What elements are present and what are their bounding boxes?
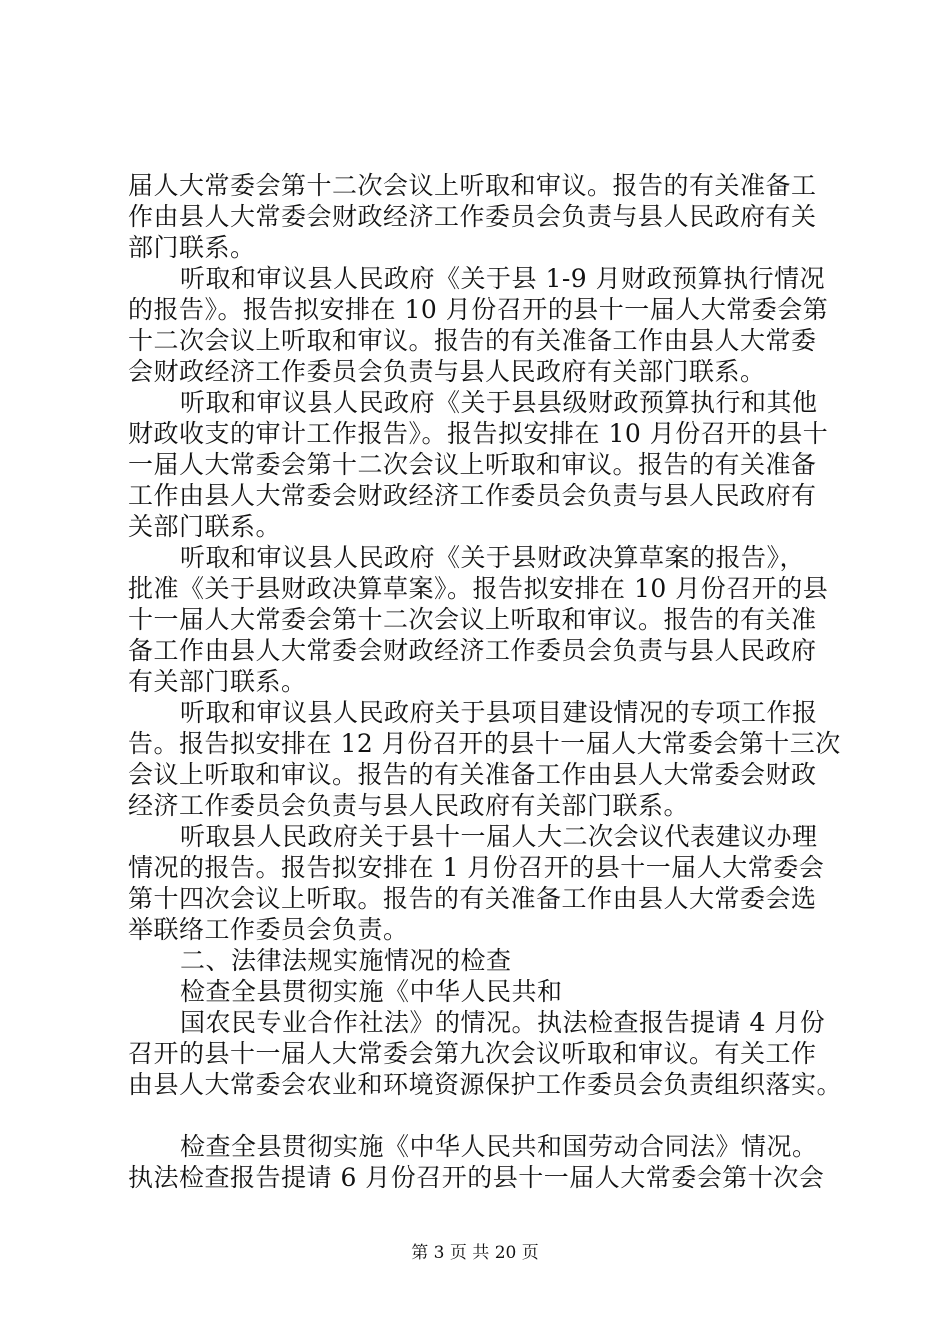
paragraph	[128, 697, 841, 821]
text-line: 二、法律法规实施情况的检查	[180, 946, 512, 975]
text-line: 听取和审议县人民政府《关于县县级财政预算执行和其他	[180, 388, 818, 417]
text-line: 的报告》。报告拟安排在 10 月份召开的县十一届人大常委会第	[128, 295, 829, 324]
text-line: 会议上听取和审议。报告的有关准备工作由县人大常委会财政	[128, 760, 817, 789]
text-line: 有关部门联系。	[128, 667, 307, 696]
text-line: 部门联系。	[128, 233, 256, 262]
paragraph	[128, 170, 830, 263]
paragraph	[128, 821, 830, 945]
section-heading	[128, 945, 830, 976]
page-number-footer: 第 3 页 共 20 页	[411, 1243, 539, 1263]
paragraph	[128, 976, 830, 1007]
paragraph	[128, 1007, 843, 1100]
text-line: 举联络工作委员会负责。	[128, 915, 409, 944]
paragraph	[128, 387, 830, 542]
document-body	[128, 170, 843, 1193]
text-line: 十二次会议上听取和审议。报告的有关准备工作由县人大常委	[128, 326, 817, 355]
text-line: 情况的报告。报告拟安排在 1 月份召开的县十一届人大常委会	[128, 853, 825, 882]
text-line: 听取和审议县人民政府《关于县财政决算草案的报告》，	[180, 543, 806, 572]
text-line: 听取和审议县人民政府关于县项目建设情况的专项工作报	[180, 698, 818, 727]
text-line: 关部门联系。	[128, 512, 282, 541]
text-line: 国农民专业合作社法》的情况。执法检查报告提请 4 月份	[180, 1008, 826, 1037]
text-line: 听取和审议县人民政府《关于县 1-9 月财政预算执行情况	[180, 264, 826, 293]
text-line: 一届人大常委会第十二次会议上听取和审议。报告的有关准备	[128, 450, 817, 479]
text-line: 经济工作委员会负责与县人民政府有关部门联系。	[128, 791, 690, 820]
text-line: 听取县人民政府关于县十一届人大二次会议代表建议办理	[180, 822, 818, 851]
paragraph	[128, 542, 830, 697]
text-line: 由县人大常委会农业和环境资源保护工作委员会负责组织落实。	[128, 1070, 843, 1099]
text-line: 十一届人大常委会第十二次会议上听取和审议。报告的有关准	[128, 605, 817, 634]
text-line: 工作由县人大常委会财政经济工作委员会负责与县人民政府有	[128, 481, 817, 510]
text-line: 检查全县贯彻实施《中华人民共和	[180, 977, 563, 1006]
text-line: 告。报告拟安排在 12 月份召开的县十一届人大常委会第十三次	[128, 729, 841, 758]
text-line: 届人大常委会第十二次会议上听取和审议。报告的有关准备工	[128, 171, 817, 200]
paragraph	[128, 1131, 830, 1193]
text-line: 第十四次会议上听取。报告的有关准备工作由县人大常委会选	[128, 884, 817, 913]
blank-line	[128, 1100, 830, 1131]
text-line: 财政收支的审计工作报告》。报告拟安排在 10 月份召开的县十	[128, 419, 829, 448]
text-line: 会财政经济工作委员会负责与县人民政府有关部门联系。	[128, 357, 766, 386]
text-line: 批准《关于县财政决算草案》。报告拟安排在 10 月份召开的县	[128, 574, 829, 603]
text-line: 检查全县贯彻实施《中华人民共和国劳动合同法》情况。	[180, 1132, 818, 1161]
text-line: 作由县人大常委会财政经济工作委员会负责与县人民政府有关	[128, 202, 817, 231]
text-line: 召开的县十一届人大常委会第九次会议听取和审议。有关工作	[128, 1039, 817, 1068]
text-line: 备工作由县人大常委会财政经济工作委员会负责与县人民政府	[128, 636, 817, 665]
paragraph	[128, 263, 830, 387]
text-line: 执法检查报告提请 6 月份召开的县十一届人大常委会第十次会	[128, 1163, 825, 1192]
